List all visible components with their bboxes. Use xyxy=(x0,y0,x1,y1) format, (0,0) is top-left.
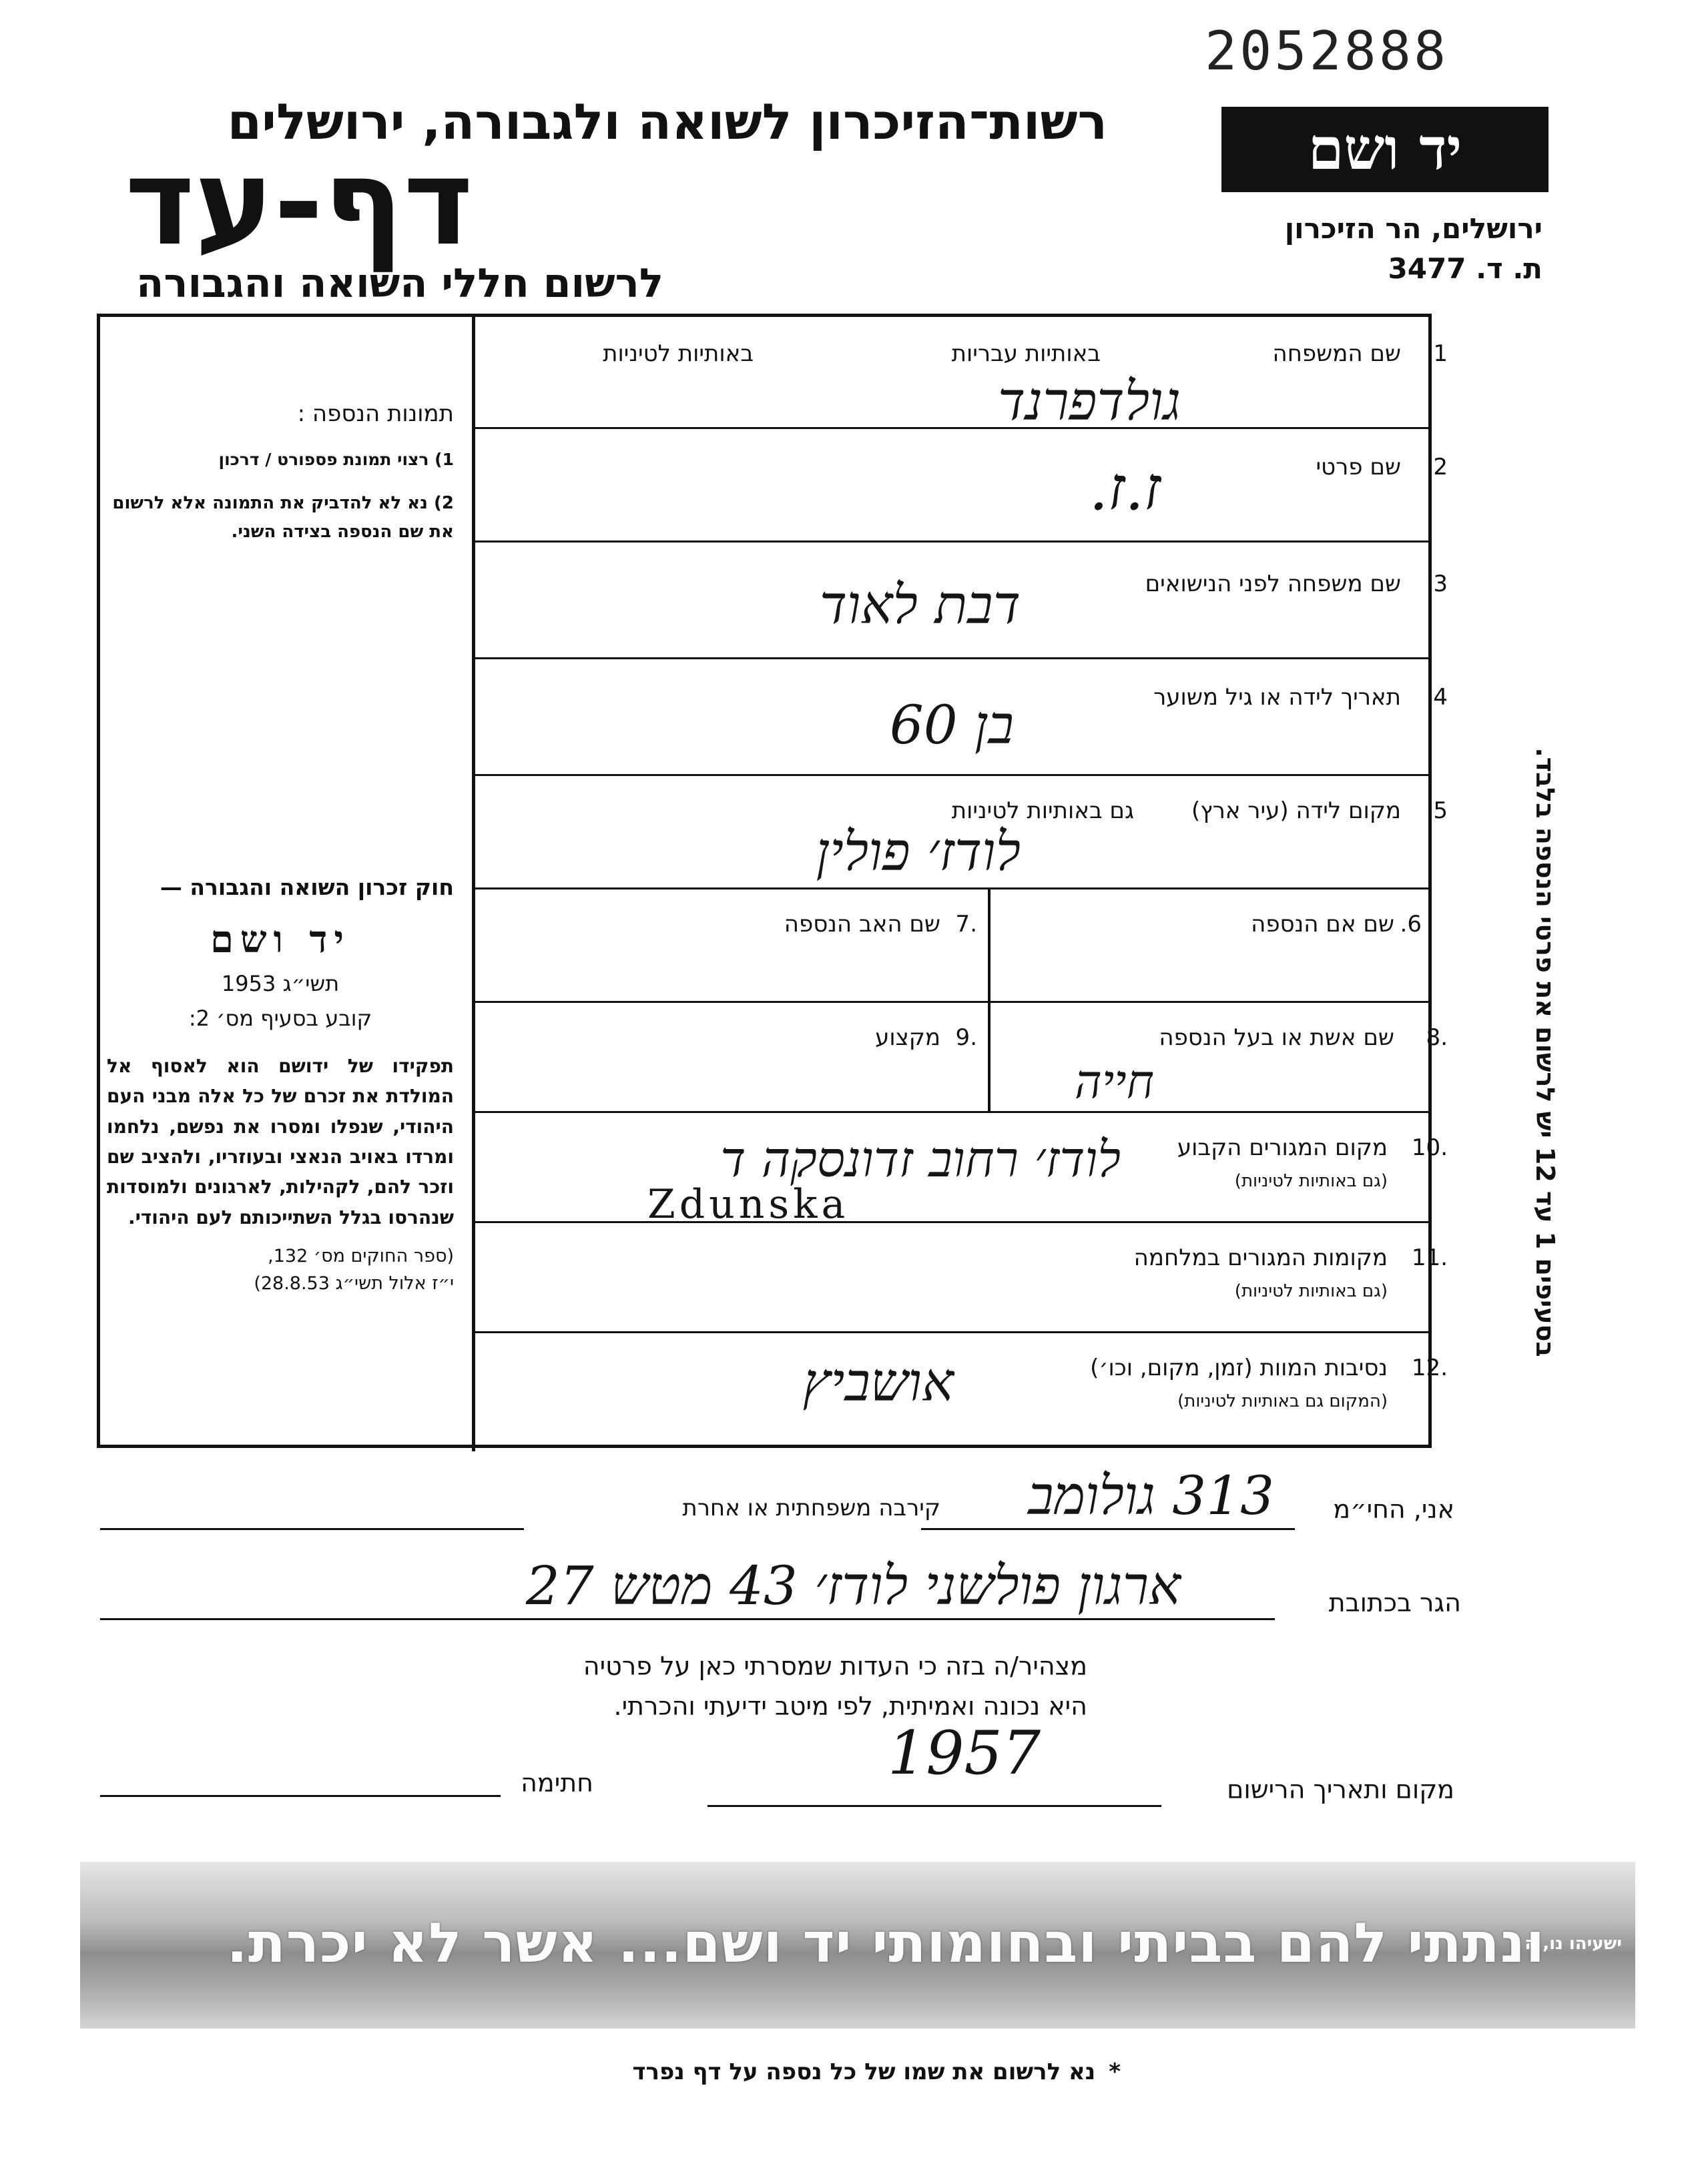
field-5-number: 5. xyxy=(1426,797,1448,824)
field-9-label: מקצוע xyxy=(875,1024,940,1051)
footer-note-text: נא לרשום את שמו של כל נספה על דף נפרד xyxy=(632,2059,1096,2085)
field-12-hint: (המקום גם באותיות לטיניות) xyxy=(1177,1391,1388,1411)
field-9-number: .9 xyxy=(955,1024,977,1051)
address-line-2: ת. ד. 3477 xyxy=(1388,252,1542,285)
form-subtitle: לרשום חללי השואה והגבורה xyxy=(136,260,663,307)
field-10-number: .10 xyxy=(1411,1134,1448,1161)
field-12-number: .12 xyxy=(1411,1355,1448,1381)
field-10-hint: (גם באותיות לטיניות) xyxy=(1234,1171,1388,1191)
law-panel xyxy=(107,874,454,1294)
field-5-hint: גם באותיות לטיניות xyxy=(951,797,1134,824)
field-7-label: שם האב הנספה xyxy=(784,911,940,938)
address-label: הגר בכתובת xyxy=(1328,1588,1461,1617)
logo-text: יד ושם xyxy=(1308,115,1462,183)
place-date-value[interactable]: 1957 xyxy=(888,1718,1041,1788)
field-3-label: שם משפחה לפני הנישואים xyxy=(1145,571,1401,597)
field-1-hebrew-hint: באותיות עבריות xyxy=(951,340,1101,367)
declarant-label: אני, החי״מ xyxy=(1333,1495,1454,1524)
field-4-value[interactable]: בן 60 xyxy=(889,694,1014,756)
field-11-hint: (גם באותיות לטיניות) xyxy=(1234,1281,1388,1301)
banner-quote-text: ונתתי להם בביתי ובחומותי יד ושם... אשר לא יכרת. xyxy=(226,1912,1545,1975)
law-source: (ספר החוקים מס׳ 132, xyxy=(268,1246,454,1267)
field-12-value[interactable]: אושביץ xyxy=(802,1351,954,1413)
law-date: י״ז אלול תשי״ג 28.8.53) xyxy=(254,1273,454,1295)
field-8-number: .8 xyxy=(1426,1024,1448,1051)
side-panel xyxy=(107,400,454,547)
field-4-number: 4. xyxy=(1426,684,1448,711)
col-divider-6-7 xyxy=(988,887,991,1001)
relation-label: קירבה משפחתית או אחרת xyxy=(682,1495,940,1521)
law-year: תשי״ג 1953 xyxy=(221,971,340,996)
vertical-instruction xyxy=(1532,701,1559,1401)
field-5-value[interactable]: לודז׳ פולין xyxy=(816,821,1021,883)
field-6-number: .6 xyxy=(1400,911,1422,938)
vertical-instruction-text: בסעיפים 1 עד 12 יש לרשום את פרטי הנספה בלבד. xyxy=(1530,747,1560,1357)
field-1-label: שם המשפחה xyxy=(1272,340,1401,367)
field-11-number: .11 xyxy=(1411,1244,1448,1271)
place-date-label: מקום ותאריך הרישום xyxy=(1227,1775,1454,1804)
footer-star: * xyxy=(1109,2059,1121,2085)
field-1-latin-hint: באותיות לטיניות xyxy=(603,340,754,367)
field-10-label: מקום המגורים הקבוע xyxy=(1177,1134,1388,1161)
side-panel-divider xyxy=(472,314,475,1451)
declarant-name[interactable]: 313 גולומב xyxy=(1028,1465,1274,1527)
field-7-number: .7 xyxy=(955,911,977,938)
field-3-number: 3. xyxy=(1426,571,1448,597)
photo-note-1: 1) רצוי תמונת פספורט / דרכון xyxy=(218,450,454,469)
field-4-label: תאריך לידה או גיל משוער xyxy=(1153,684,1401,711)
field-12-label: נסיבות המוות (זמן, מקום, וכו׳) xyxy=(1090,1355,1388,1381)
address-line-1: ירושלים, הר הזיכרון xyxy=(1284,212,1542,245)
law-title: חוק זכרון השואה והגבורה — xyxy=(160,874,454,900)
field-1-number: 1. xyxy=(1426,340,1448,367)
footer-note xyxy=(633,2059,1121,2085)
signature-label: חתימה xyxy=(521,1768,593,1798)
law-clause: קובע בסעיף מס׳ 2: xyxy=(188,1006,372,1031)
statement-line-1: מצהיר/ה בזה כי העדות שמסרתי כאן על פרטיה xyxy=(583,1652,1087,1681)
field-6-label: שם אם הנספה xyxy=(1251,911,1394,938)
document-number: 2052888 xyxy=(1205,20,1449,82)
col-divider-8-9 xyxy=(988,1001,991,1111)
field-8-value[interactable]: חייה xyxy=(1074,1054,1154,1109)
address-value[interactable]: ארגון פולשני לודז׳ 43 מטש 27 xyxy=(525,1555,1181,1617)
field-3-value[interactable]: דבת לאוד xyxy=(819,574,1021,636)
field-1-value[interactable]: גולדפרנד xyxy=(997,370,1181,432)
field-11-label: מקומות המגורים במלחמה xyxy=(1133,1244,1388,1271)
quote-banner xyxy=(80,1862,1635,2029)
field-2-value[interactable]: ז.ז. xyxy=(1089,454,1161,524)
field-8-label: שם אשת או בעל הנספה xyxy=(1159,1024,1394,1051)
yad-vashem-logo xyxy=(1221,107,1549,192)
field-10-value-latin[interactable]: Zdunska xyxy=(647,1181,850,1228)
photo-note-2: 2) נא לא להדביק את התמונה אלא לרשום את שם הנספה בצידה השני. xyxy=(112,493,454,542)
banner-quote xyxy=(227,1912,1545,1975)
field-10-value[interactable]: לודז׳ רחוב זדונסקה ד xyxy=(720,1131,1121,1188)
authority-heading: רשות־הזיכרון לשואה ולגבורה, ירושלים xyxy=(227,93,1107,151)
field-5-label: מקום לידה (עיר ארץ) xyxy=(1191,797,1401,824)
statement-line-2: היא נכונה ואמיתית, לפי מיטב ידיעתי והכרתי. xyxy=(613,1692,1087,1721)
form-title: דף-עד xyxy=(125,133,473,272)
photo-title: תמונות הנספה : xyxy=(297,400,454,427)
field-2-number: 2. xyxy=(1426,454,1448,480)
field-2-label: שם פרטי xyxy=(1316,454,1401,480)
banner-source: ישעיהו נו, ה xyxy=(1524,1934,1622,1954)
law-text: תפקידו של ידושם הוא לאסוף אל המולדת את זכרם של כל אלה מבני העם היהודי, שנפלו ומסרו את נפשם, נלחמו ומרדו באויב הנאצי ובעוזריו, ולהציב שם וזכר להם, לקהילות, לארגונים ולמוסדות שנהרסו בגלל השתייכותם לעם היהודי. xyxy=(107,1055,454,1228)
form-bottom-line xyxy=(97,1445,1432,1448)
law-name: יד ושם xyxy=(210,918,351,962)
